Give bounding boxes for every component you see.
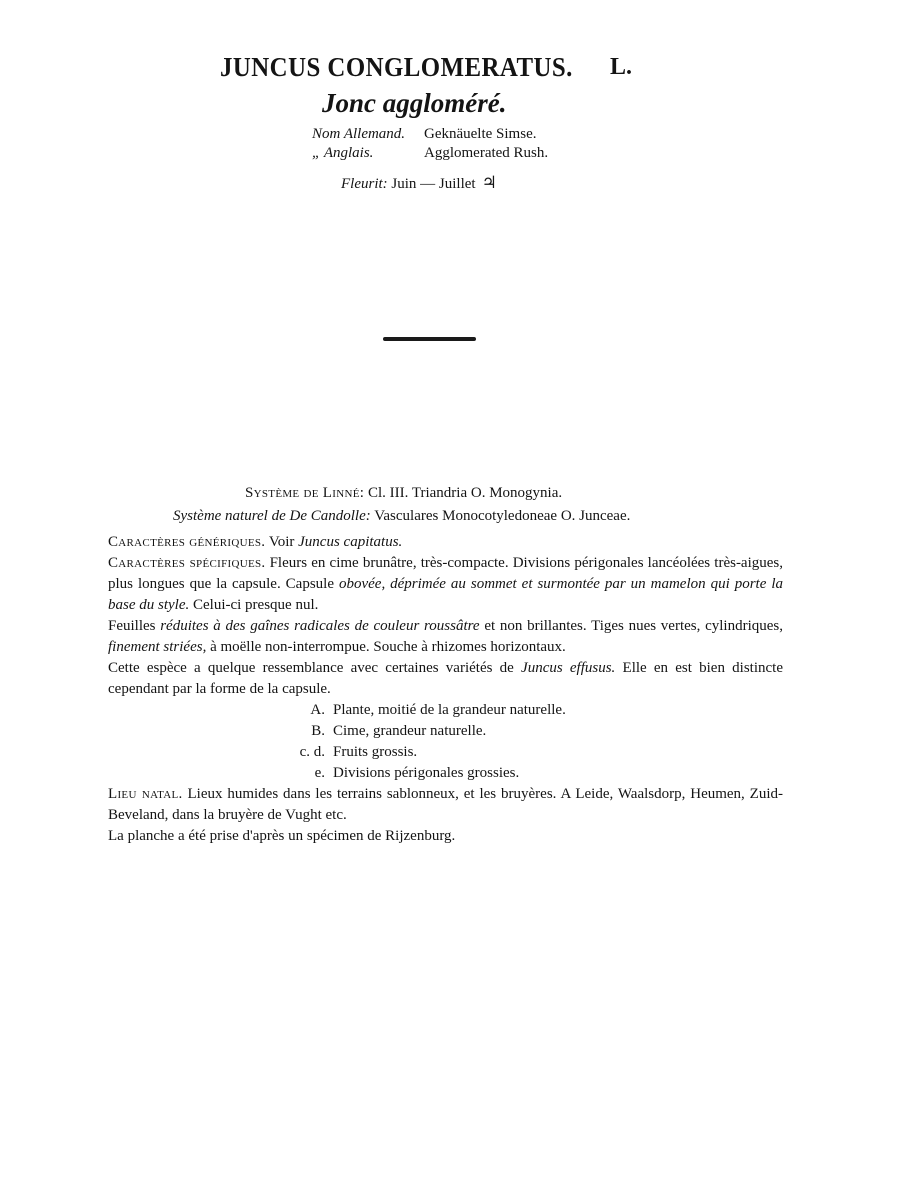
legend-item [108, 700, 783, 721]
specific-text-2: Celui-ci presque nul. [192, 597, 319, 613]
linne-system [245, 485, 562, 502]
generic-text: Voir [268, 534, 295, 550]
habitat-paragraph [108, 784, 783, 826]
legend-text: Plante, moitié de la grandeur naturelle. [333, 702, 566, 718]
flowering-value: Juin — Juillet [391, 176, 476, 192]
author-abbreviation: L. [610, 54, 633, 80]
flowering-label: Fleurit: [341, 176, 388, 192]
legend-text: Cime, grandeur naturelle. [333, 723, 487, 739]
flowering-period [341, 173, 497, 193]
english-name-label: „ Anglais. [312, 145, 374, 161]
leaves-text-3: à moëlle non-interrompue. Souche à rhizomes horizontaux. [210, 639, 566, 655]
legend-text: Fruits grossis. [333, 744, 418, 760]
description-body [108, 532, 783, 847]
german-name-label: Nom Allemand. [312, 126, 406, 142]
common-names [312, 125, 548, 163]
generic-characters [108, 532, 783, 553]
candolle-value: Vasculares Monocotyledoneae O. Junceae. [374, 508, 631, 524]
specific-characters [108, 553, 783, 616]
legend-text: Divisions périgonales grossies. [333, 765, 520, 781]
perennial-symbol: ♃ [481, 173, 497, 192]
legend-item [108, 742, 783, 763]
candolle-system [173, 508, 630, 525]
latin-name-title: JUNCUS CONGLOMERATUS. [220, 52, 573, 82]
resemblance-text-2: Elle en est bien distincte cependant par la forme de la capsule. [108, 660, 783, 697]
specific-label: Caractères spécifiques. [108, 555, 266, 571]
generic-ref: Juncus capitatus. [298, 534, 403, 550]
linne-label: Système de Linné: [245, 485, 365, 501]
leaves-text-2: et non brillantes. Tiges nues vertes, cylindriques, [484, 618, 783, 634]
leaves-paragraph [108, 616, 783, 658]
leaves-text-1: Feuilles [108, 618, 156, 634]
section-divider [383, 337, 476, 341]
specific-italic-1: obovée, déprimée au sommet et surmontée par un mamelon qui porte la base du style. [108, 576, 783, 613]
leaves-italic-1: réduites à des gaînes radicales de couleur roussâtre [160, 618, 480, 634]
english-name-row [312, 144, 548, 163]
legend-item [108, 721, 783, 742]
plate-legend [108, 700, 783, 784]
candolle-label: Système naturel de De Candolle: [173, 508, 371, 524]
linne-value: Cl. III. Triandria O. Monogynia. [367, 485, 563, 501]
english-name-value: Agglomerated Rush. [424, 145, 549, 161]
habitat-text: Lieux humides dans les terrains sablonneux, et les bruyères. A Leide, Waalsdorp, Heumen, Zuid-Beveland, dans la bruyère de Vught etc. [108, 786, 784, 823]
generic-label: Caractères génériques. [108, 534, 266, 550]
german-name-value: Geknäuelte Simse. [424, 126, 537, 142]
french-name-title: Jonc aggloméré. [322, 88, 507, 118]
legend-key: A. [310, 702, 325, 718]
leaves-italic-2: finement striées, [108, 639, 207, 655]
habitat-label: Lieu natal. [108, 786, 183, 802]
german-name-row [312, 125, 548, 144]
resemblance-paragraph [108, 658, 783, 700]
resemblance-text-1: Cette espèce a quelque ressemblance avec certaines variétés de [108, 660, 514, 676]
legend-key: c. d. [299, 744, 325, 760]
legend-item [108, 763, 783, 784]
plate-note: La planche a été prise d'après un spécimen de Rijzenburg. [108, 828, 456, 844]
resemblance-italic-1: Juncus effusus. [521, 660, 616, 676]
legend-key: e. [314, 765, 325, 781]
legend-key: B. [311, 723, 325, 739]
specific-text-1: Fleurs en cime brunâtre, très-compacte. Divisions périgonales lancéolées très-aigues, plus longues que la capsule. Capsule [108, 555, 784, 592]
